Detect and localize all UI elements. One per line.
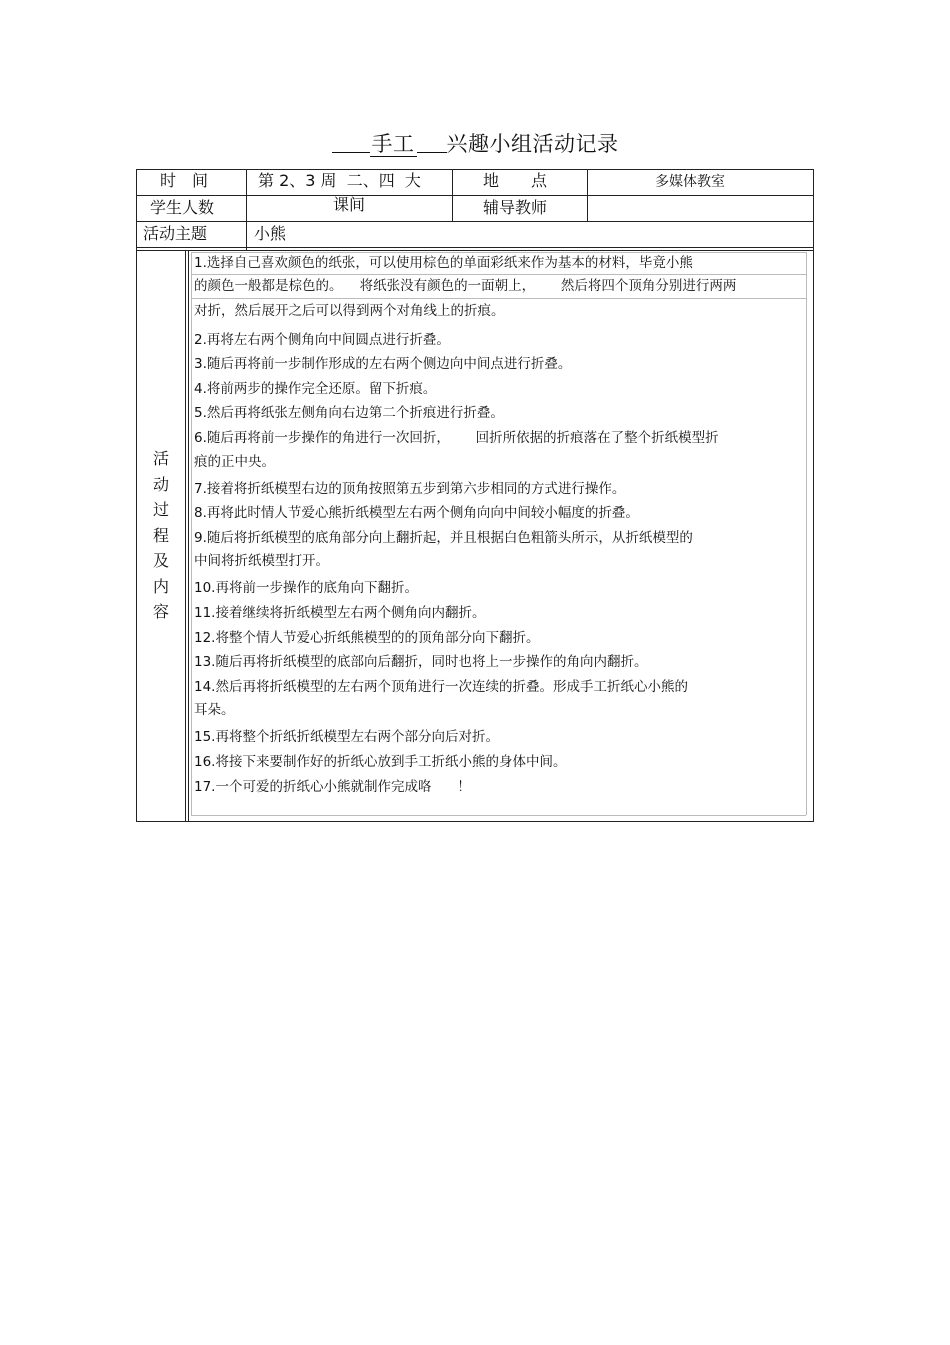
location-label: 地 点 xyxy=(483,171,548,190)
process-label-char: 程 xyxy=(152,525,169,545)
students-label: 学生人数 xyxy=(150,198,215,217)
step-line: 14.然后再将折纸模型的左右两个顶角进行一次连续的折叠。形成手工折纸心小熊的 xyxy=(194,678,688,695)
step-line: 12.将整个情人节爱心折纸熊模型的的顶角部分向下翻折。 xyxy=(194,629,540,646)
row-divider xyxy=(136,195,814,196)
process-label-char: 内 xyxy=(152,576,169,596)
title-suffix: 兴趣小组活动记录 xyxy=(446,132,619,156)
process-label-char: 动 xyxy=(152,474,169,494)
step-line: 3.随后再将前一步制作形成的左右两个侧边向中间点进行折叠。 xyxy=(194,356,572,373)
step-line: 7.接着将折纸模型右边的顶角按照第五步到第六步相同的方式进行操作。 xyxy=(194,480,626,497)
theme-value: 小熊 xyxy=(254,224,287,243)
teacher-label: 辅导教师 xyxy=(483,198,548,217)
col-divider xyxy=(452,169,453,221)
period-value: 课间 xyxy=(333,195,366,214)
col-divider xyxy=(188,250,189,822)
step-line: 11.接着继续将折纸模型左右两个侧角向内翻折。 xyxy=(194,604,486,621)
theme-label: 活动主题 xyxy=(143,224,208,243)
step-line: 4.将前两步的操作完全还原。留下折痕。 xyxy=(194,380,437,397)
process-label-char: 容 xyxy=(152,602,169,621)
step-line: 对折，然后展开之后可以得到两个对角线上的折痕。 xyxy=(194,303,505,319)
step-line: 17.一个可爱的折纸心小熊就制作完成咯 ！ xyxy=(194,778,471,795)
inner-box-right xyxy=(806,252,807,815)
process-label xyxy=(137,446,185,625)
step-line: 6.随后再将前一步操作的角进行一次回折， 回折所依据的折痕落在了整个折纸模型折 xyxy=(194,429,719,446)
inner-box-left xyxy=(191,252,192,815)
location-value: 多媒体教室 xyxy=(655,174,725,190)
step-line: 中间将折纸模型打开。 xyxy=(194,553,329,570)
step-line: 痕的正中央。 xyxy=(194,453,275,470)
inner-box-bottom xyxy=(191,815,806,816)
time-label: 时 间 xyxy=(160,171,209,190)
step-line: 的颜色一般都是棕色的。 将纸张没有颜色的一面朝上， 然后将四个顶角分别进行两两 xyxy=(194,278,737,294)
process-label-char: 过 xyxy=(152,500,169,519)
step-line: 8.再将此时情人节爱心熊折纸模型左右两个侧角向向中间较小幅度的折叠。 xyxy=(194,505,639,522)
title-subject: 手工 xyxy=(371,132,415,156)
col-divider xyxy=(185,250,186,822)
step-line: 2.再将左右两个侧角向中间圆点进行折叠。 xyxy=(194,331,450,348)
col-divider xyxy=(587,169,588,221)
row-divider xyxy=(136,250,814,251)
row-divider xyxy=(136,247,814,248)
step-line: 耳朵。 xyxy=(194,702,235,719)
step-line: 16.将接下来要制作好的折纸心放到手工折纸小熊的身体中间。 xyxy=(194,753,567,770)
activity-content xyxy=(194,254,804,799)
row-divider xyxy=(136,221,814,222)
process-label-char: 及 xyxy=(152,551,169,570)
step-line: 9.随后将折纸模型的底角部分向上翻折起，并且根据白色粗箭头所示，从折纸模型的 xyxy=(194,529,693,546)
title-blank-left xyxy=(332,134,370,153)
step-line: 15.再将整个折纸折纸模型左右两个部分向后对折。 xyxy=(194,729,499,746)
step-line: 5.然后再将纸张左侧角向右边第二个折痕进行折叠。 xyxy=(194,405,504,422)
col-divider xyxy=(246,169,247,250)
step-line: 1.选择自己喜欢颜色的纸张，可以使用棕色的单面彩纸来作为基本的材料，毕竟小熊 xyxy=(194,255,693,271)
step-line: 10.再将前一步操作的底角向下翻折。 xyxy=(194,580,418,597)
inner-box-top xyxy=(191,252,806,253)
time-value: 第 2、3 周 二、四 大 xyxy=(258,171,421,190)
process-label-char: 活 xyxy=(152,449,169,468)
title-blank-right xyxy=(417,134,447,153)
step-line: 13.随后再将折纸模型的底部向后翻折，同时也将上一步操作的角向内翻折。 xyxy=(194,654,648,671)
page-title xyxy=(0,128,950,158)
